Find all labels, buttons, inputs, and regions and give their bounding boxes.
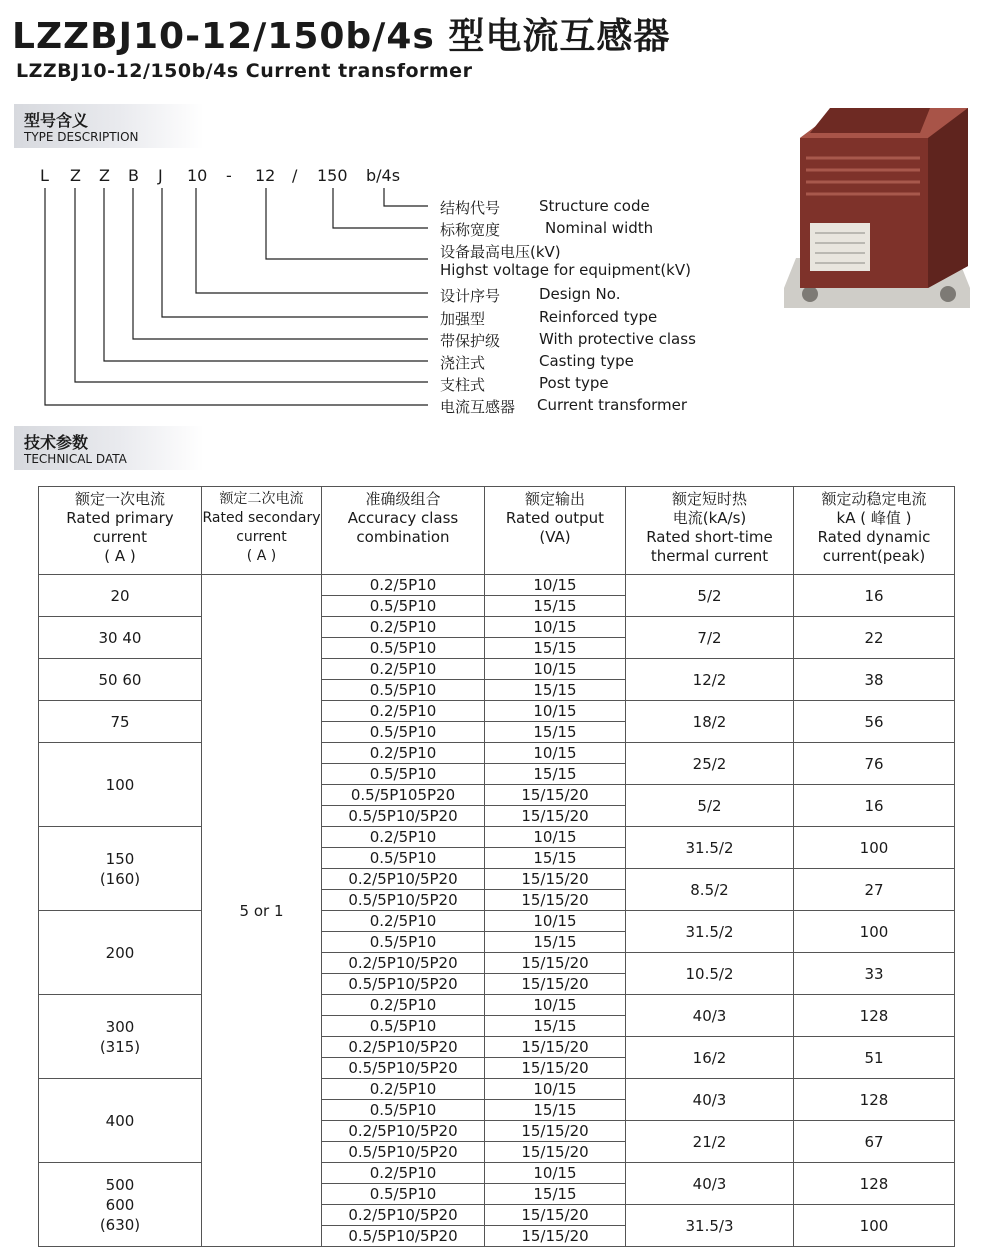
cell-dynamic-current: 128 [794, 995, 955, 1037]
desc-en: Highst voltage for equipment(kV) [440, 261, 691, 279]
product-image [770, 98, 980, 313]
cell-accuracy-class: 0.5/5P10/5P20 [322, 890, 485, 911]
cell-accuracy-class: 0.2/5P10 [322, 701, 485, 722]
type-code: L [40, 166, 49, 185]
cell-accuracy-class: 0.2/5P10 [322, 827, 485, 848]
cell-accuracy-class: 0.2/5P10/5P20 [322, 953, 485, 974]
cell-thermal-current: 10.5/2 [626, 953, 794, 995]
desc-en: Structure code [539, 197, 650, 215]
cell-accuracy-class: 0.2/5P10 [322, 995, 485, 1016]
cell-rated-output: 15/15 [485, 596, 626, 617]
cell-dynamic-current: 128 [794, 1163, 955, 1205]
cell-thermal-current: 5/2 [626, 785, 794, 827]
header-dynamic-current: 额定动稳定电流 kA ( 峰值 ) Rated dynamic current(peak) [794, 487, 955, 575]
cell-accuracy-class: 0.2/5P10 [322, 575, 485, 596]
cell-accuracy-class: 0.5/5P10 [322, 764, 485, 785]
desc-cn: 设计序号 [440, 287, 501, 305]
product-terminal [802, 286, 818, 302]
cell-dynamic-current: 22 [794, 617, 955, 659]
desc-cn: 标称宽度 [440, 221, 501, 239]
cell-accuracy-class: 0.5/5P10/5P20 [322, 1058, 485, 1079]
cell-rated-output: 15/15/20 [485, 806, 626, 827]
cell-rated-output: 15/15/20 [485, 785, 626, 806]
cell-rated-output: 10/15 [485, 1163, 626, 1184]
cell-accuracy-class: 0.5/5P10 [322, 932, 485, 953]
type-code: 150 [317, 166, 348, 185]
type-description-label-cn: 型号含义 [24, 111, 89, 130]
cell-rated-output: 15/15 [485, 1100, 626, 1121]
cell-dynamic-current: 128 [794, 1079, 955, 1121]
cell-dynamic-current: 67 [794, 1121, 955, 1163]
desc-en: With protective class [539, 330, 696, 348]
cell-thermal-current: 31.5/2 [626, 911, 794, 953]
cell-dynamic-current: 27 [794, 869, 955, 911]
desc-cn: 带保护级 [440, 332, 501, 350]
cell-accuracy-class: 0.5/5P10 [322, 1016, 485, 1037]
cell-thermal-current: 40/3 [626, 1163, 794, 1205]
cell-thermal-current: 5/2 [626, 575, 794, 617]
cell-accuracy-class: 0.2/5P10 [322, 659, 485, 680]
cell-accuracy-class: 0.2/5P10 [322, 1163, 485, 1184]
cell-thermal-current: 21/2 [626, 1121, 794, 1163]
connector-line [384, 188, 428, 206]
desc-cn: 结构代号 [440, 199, 501, 217]
cell-thermal-current: 16/2 [626, 1037, 794, 1079]
cell-accuracy-class: 0.2/5P10/5P20 [322, 1037, 485, 1058]
connector-line [162, 188, 428, 317]
type-code: 10 [187, 166, 208, 185]
connector-line [266, 188, 428, 259]
connector-line [333, 188, 428, 228]
cell-dynamic-current: 76 [794, 743, 955, 785]
cell-rated-output: 15/15/20 [485, 1226, 626, 1247]
cell-thermal-current: 25/2 [626, 743, 794, 785]
connector-line [75, 188, 428, 382]
desc-en: Current transformer [537, 396, 688, 414]
cell-accuracy-class: 0.2/5P10/5P20 [322, 1205, 485, 1226]
cell-accuracy-class: 0.5/5P10 [322, 722, 485, 743]
page-title: LZZBJ10-12/150b/4s 型电流互感器 [12, 16, 671, 57]
table-row [39, 1163, 955, 1184]
cell-thermal-current: 31.5/2 [626, 827, 794, 869]
cell-rated-output: 10/15 [485, 617, 626, 638]
cell-dynamic-current: 38 [794, 659, 955, 701]
desc-cn: 电流互感器 [440, 398, 516, 416]
product-nameplate [810, 223, 870, 271]
product-side [928, 108, 968, 288]
cell-dynamic-current: 100 [794, 1205, 955, 1247]
cell-thermal-current: 8.5/2 [626, 869, 794, 911]
cell-dynamic-current: 16 [794, 785, 955, 827]
table-row [39, 575, 955, 596]
desc-en: Nominal width [545, 219, 654, 237]
cell-primary-current: 150 (160) [39, 827, 202, 911]
cell-primary-current: 30 40 [39, 617, 202, 659]
cell-accuracy-class: 0.5/5P10 [322, 1184, 485, 1205]
cell-accuracy-class: 0.5/5P10 [322, 1100, 485, 1121]
type-description-label-en: TYPE DESCRIPTION [24, 130, 139, 144]
header-rated-secondary: 额定二次电流 Rated secondary current ( A ) [202, 487, 322, 575]
cell-dynamic-current: 100 [794, 911, 955, 953]
cell-rated-output: 10/15 [485, 1079, 626, 1100]
cell-thermal-current: 31.5/3 [626, 1205, 794, 1247]
technical-data-header [14, 426, 204, 470]
cell-rated-output: 10/15 [485, 995, 626, 1016]
cell-accuracy-class: 0.2/5P10 [322, 743, 485, 764]
desc-en: Reinforced type [539, 308, 658, 326]
cell-dynamic-current: 33 [794, 953, 955, 995]
table-row [39, 827, 955, 848]
type-code: Z [99, 166, 110, 185]
cell-primary-current: 400 [39, 1079, 202, 1163]
cell-rated-output: 15/15/20 [485, 1058, 626, 1079]
header-rated-output: 额定输出 Rated output (VA) [485, 487, 626, 575]
cell-accuracy-class: 0.5/5P10/5P20 [322, 1226, 485, 1247]
technical-data-table [38, 486, 955, 1247]
cell-rated-output: 15/15 [485, 848, 626, 869]
desc-cn: 浇注式 [440, 354, 486, 372]
header-rated-primary: 额定一次电流 Rated primary current ( A ) [39, 487, 202, 575]
header-accuracy-class: 准确级组合 Accuracy class combination [322, 487, 485, 575]
desc-cn: 设备最高电压(kV) [440, 243, 561, 261]
cell-secondary-current: 5 or 1 [202, 575, 322, 1247]
type-code: - [226, 166, 232, 185]
cell-accuracy-class: 0.5/5P10/5P20 [322, 1142, 485, 1163]
cell-rated-output: 15/15/20 [485, 974, 626, 995]
cell-rated-output: 10/15 [485, 659, 626, 680]
cell-primary-current: 500 600 (630) [39, 1163, 202, 1247]
cell-accuracy-class: 0.5/5P10 [322, 848, 485, 869]
desc-cn: 加强型 [440, 310, 486, 328]
table-row [39, 617, 955, 638]
cell-thermal-current: 12/2 [626, 659, 794, 701]
cell-dynamic-current: 100 [794, 827, 955, 869]
cell-rated-output: 15/15/20 [485, 1121, 626, 1142]
cell-accuracy-class: 0.2/5P10 [322, 617, 485, 638]
cell-accuracy-class: 0.5/5P105P20 [322, 785, 485, 806]
desc-en: Casting type [539, 352, 634, 370]
cell-rated-output: 15/15 [485, 1016, 626, 1037]
table-row [39, 1079, 955, 1100]
cell-rated-output: 10/15 [485, 827, 626, 848]
technical-data-label-cn: 技术参数 [24, 433, 89, 452]
type-connector-lines [0, 0, 440, 420]
connector-line [196, 188, 428, 293]
cell-rated-output: 15/15 [485, 638, 626, 659]
cell-rated-output: 15/15 [485, 722, 626, 743]
cell-rated-output: 15/15 [485, 764, 626, 785]
cell-thermal-current: 40/3 [626, 995, 794, 1037]
desc-en: Design No. [539, 285, 621, 303]
cell-thermal-current: 40/3 [626, 1079, 794, 1121]
cell-accuracy-class: 0.2/5P10 [322, 911, 485, 932]
cell-primary-current: 20 [39, 575, 202, 617]
cell-rated-output: 15/15 [485, 1184, 626, 1205]
desc-en: Post type [539, 374, 609, 392]
header-thermal-current: 额定短时热 电流(kA/s) Rated short-time thermal current [626, 487, 794, 575]
type-code: 12 [255, 166, 276, 185]
connector-line [133, 188, 428, 339]
technical-data-label-en: TECHNICAL DATA [24, 452, 127, 466]
cell-rated-output: 15/15/20 [485, 1142, 626, 1163]
cell-dynamic-current: 16 [794, 575, 955, 617]
table-row [39, 659, 955, 680]
table-row [39, 743, 955, 764]
cell-primary-current: 50 60 [39, 659, 202, 701]
cell-rated-output: 15/15/20 [485, 869, 626, 890]
product-terminal [940, 286, 956, 302]
table-row [39, 701, 955, 722]
cell-primary-current: 200 [39, 911, 202, 995]
cell-primary-current: 75 [39, 701, 202, 743]
cell-rated-output: 15/15/20 [485, 953, 626, 974]
cell-rated-output: 15/15/20 [485, 1037, 626, 1058]
cell-accuracy-class: 0.2/5P10/5P20 [322, 1121, 485, 1142]
table-row [39, 995, 955, 1016]
cell-accuracy-class: 0.2/5P10/5P20 [322, 869, 485, 890]
cell-dynamic-current: 51 [794, 1037, 955, 1079]
type-code: J [158, 166, 163, 185]
cell-rated-output: 10/15 [485, 701, 626, 722]
type-code: Z [70, 166, 81, 185]
cell-accuracy-class: 0.5/5P10 [322, 596, 485, 617]
page-subtitle: LZZBJ10-12/150b/4s Current transformer [16, 60, 473, 82]
cell-rated-output: 15/15/20 [485, 890, 626, 911]
cell-accuracy-class: 0.5/5P10 [322, 680, 485, 701]
cell-thermal-current: 18/2 [626, 701, 794, 743]
cell-primary-current: 300 (315) [39, 995, 202, 1079]
desc-cn: 支柱式 [440, 376, 486, 394]
cell-rated-output: 15/15 [485, 680, 626, 701]
cell-rated-output: 15/15 [485, 932, 626, 953]
cell-dynamic-current: 56 [794, 701, 955, 743]
cell-accuracy-class: 0.5/5P10/5P20 [322, 974, 485, 995]
cell-accuracy-class: 0.5/5P10/5P20 [322, 806, 485, 827]
cell-accuracy-class: 0.2/5P10 [322, 1079, 485, 1100]
type-code: B [128, 166, 139, 185]
cell-rated-output: 10/15 [485, 911, 626, 932]
cell-rated-output: 15/15/20 [485, 1205, 626, 1226]
table-row [39, 911, 955, 932]
cell-accuracy-class: 0.5/5P10 [322, 638, 485, 659]
cell-primary-current: 100 [39, 743, 202, 827]
cell-rated-output: 10/15 [485, 743, 626, 764]
cell-rated-output: 10/15 [485, 575, 626, 596]
type-code: / [292, 166, 298, 185]
connector-line [45, 188, 428, 405]
cell-thermal-current: 7/2 [626, 617, 794, 659]
type-code: b/4s [366, 166, 401, 185]
